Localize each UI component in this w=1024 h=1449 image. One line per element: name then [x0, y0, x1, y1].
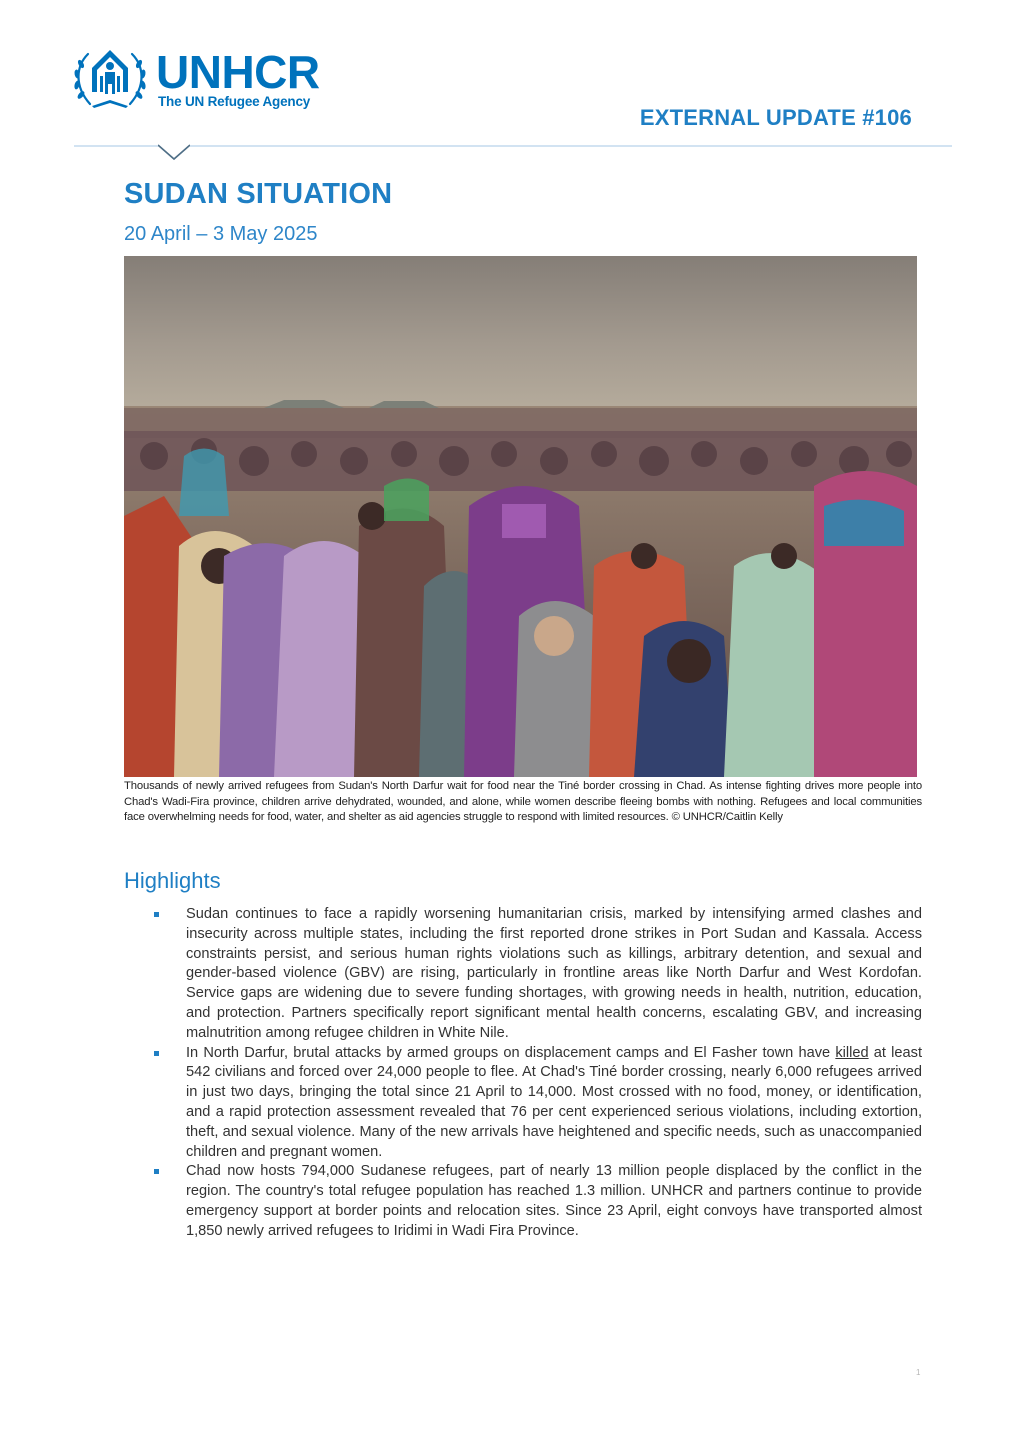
unhcr-emblem-icon — [72, 46, 148, 112]
highlights-list — [152, 905, 922, 1242]
crowd-photo-illustration — [124, 256, 917, 777]
highlight-text-prefix: In North Darfur, brutal attacks by armed groups on displacement camps and El Fasher town have — [186, 1044, 836, 1061]
highlight-text: Sudan continues to face a rapidly worsening humanitarian crisis, marked by intensifying armed clashes and insecurity across multiple states, including the first reported drone strikes in Port Sudan and Kassala. Access constraints persist, and serious human rights violations such as killings, arbitrary detention, and sexual and gender-based violence (GBV) are rising, particularly in frontline areas like North Darfur and West Kordofan. Service gaps are widening due to severe funding shortages, with growing needs in health, nutrition, education, and protection. Partners specifically report significant mental health concerns, escalating GBV, and increasing malnutrition among refugee children in White Nile. — [186, 906, 922, 1041]
highlight-text: Chad now hosts 794,000 Sudanese refugees, part of nearly 13 million people displaced by the conflict in the region. The country's total refugee population has reached 1.3 million. UNHCR and partners continue to provide emergency support at border points and relocation sites. Since 23 April, eight convoys have transported almost 1,850 newly arrived refugees to Iridimi in Wadi Fira Province. — [186, 1163, 922, 1239]
highlight-item — [152, 905, 922, 1044]
unhcr-logo — [72, 46, 347, 116]
bullet-icon — [154, 912, 159, 917]
highlights-heading: Highlights — [124, 868, 221, 893]
killed-link[interactable]: killed — [835, 1044, 869, 1061]
date-range: 20 April – 3 May 2025 — [124, 223, 318, 245]
page-title: SUDAN SITUATION — [124, 178, 393, 210]
document-label: EXTERNAL UPDATE #106 — [639, 105, 912, 130]
bullet-icon — [154, 1051, 159, 1056]
page-number: 1 — [916, 1368, 921, 1377]
highlight-item — [152, 1044, 922, 1163]
divider-notch-icon — [158, 144, 190, 162]
logo-tagline: The UN Refugee Agency — [158, 94, 311, 109]
bullet-icon — [154, 1169, 159, 1174]
logo-wordmark: UNHCR — [156, 46, 320, 98]
highlight-text-suffix: at least 542 civilians and forced over 24,000 people to flee. At Chad's Tiné border crossing, nearly 6,000 refugees arrived in just two days, bringing the total since 21 April to 14,000. Most crossed with no food, money, or identification, and a rapid protection assessment revealed that 76 per cent experienced serious violations, including extortion, theft, and sexual violence. Many of the new arrivals have heightened and specific needs, such as unaccompanied children and pregnant women. — [186, 1044, 922, 1160]
cover-photo — [124, 256, 917, 777]
highlight-item — [152, 1162, 922, 1241]
header-divider — [74, 145, 952, 147]
photo-caption: Thousands of newly arrived refugees from Sudan's North Darfur wait for food near the Tiné border crossing in Chad. As intense fighting drives more people into Chad's Wadi-Fira province, children arrive dehydrated, wounded, and alone, while women describe fleeing bombs with nothing. Refugees and local communities face overwhelming needs for food, water, and shelter as aid agencies struggle to respond with limited resources. © UNHCR/Caitlin Kelly — [124, 780, 922, 823]
